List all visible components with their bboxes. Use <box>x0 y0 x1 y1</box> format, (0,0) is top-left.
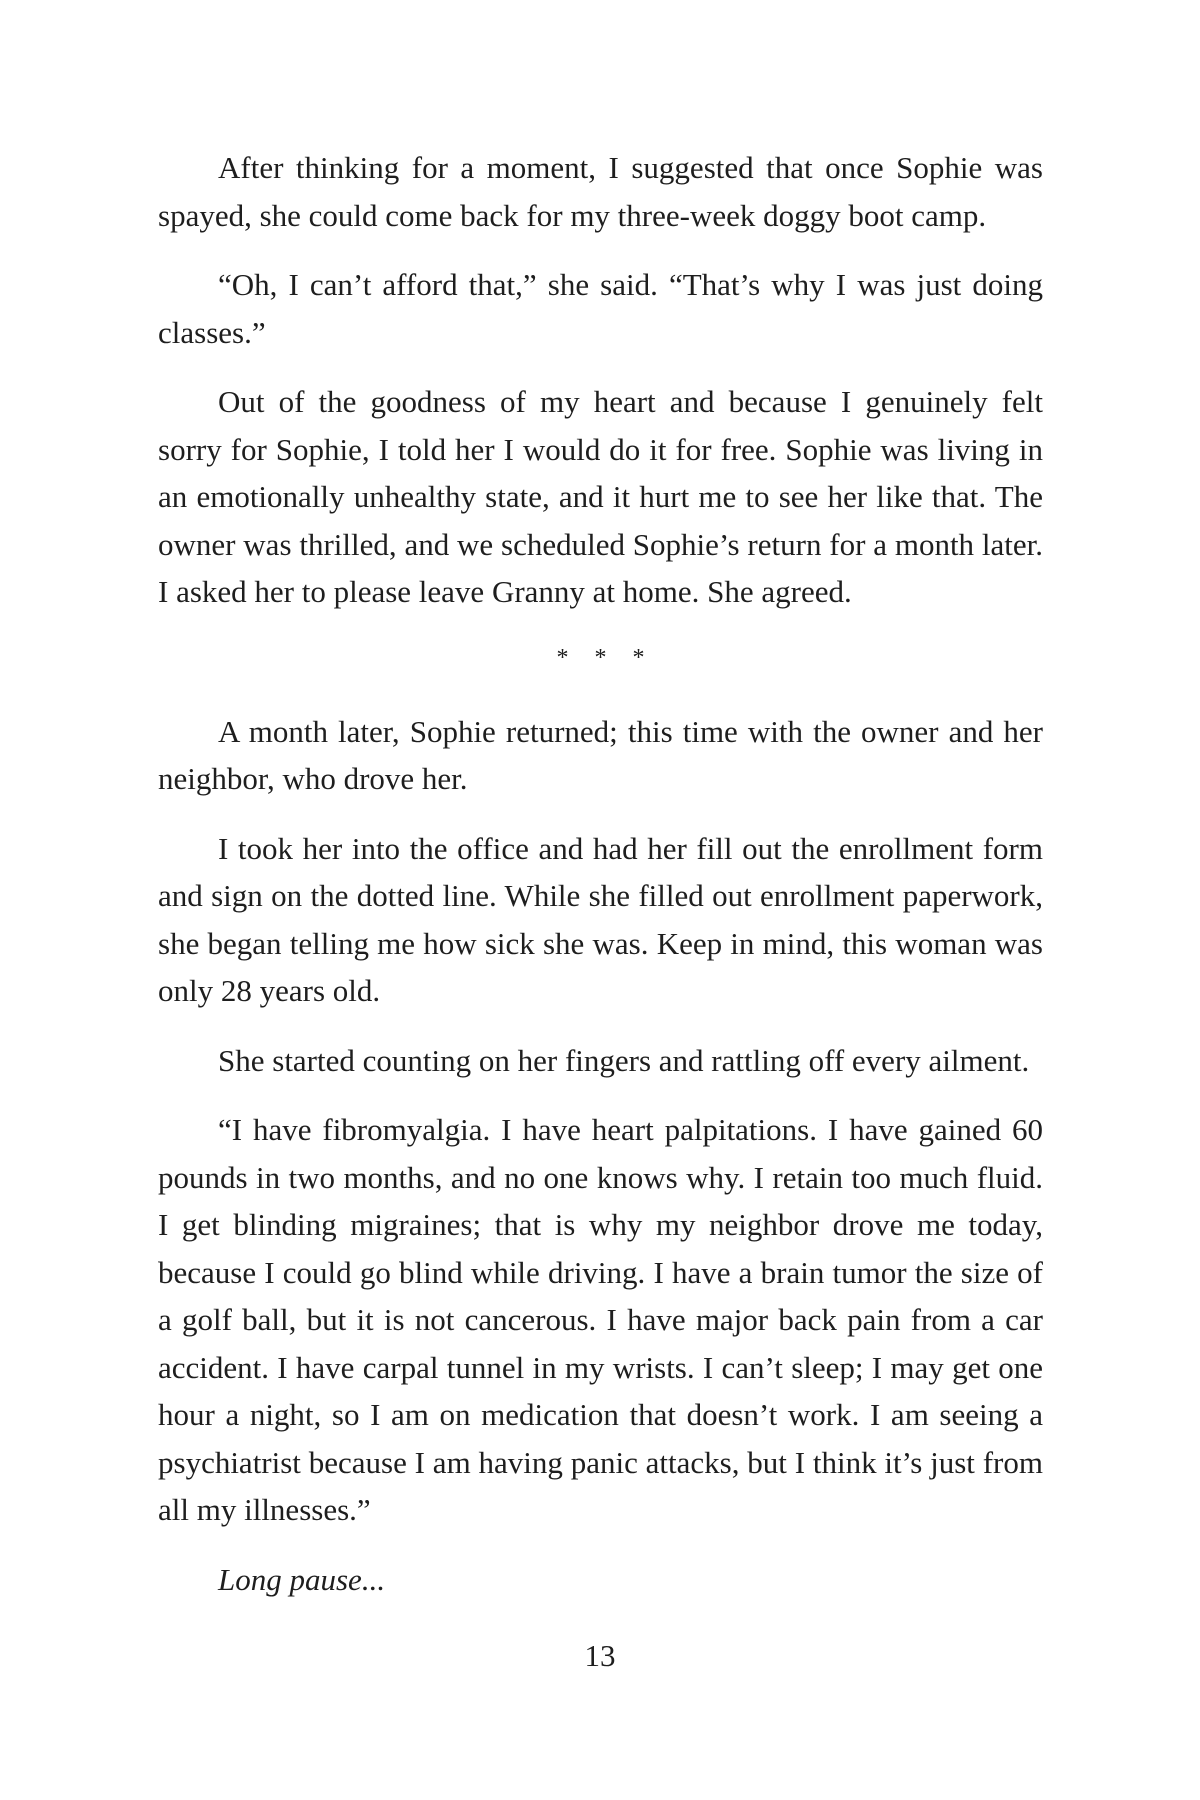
paragraph: Out of the goodness of my heart and because I genuinely felt sorry for Sophie, I told her I would do it for free. Sophie was living in an emotionally unhealthy state, and it hurt me to see her like that. The owner was thrilled, and we scheduled Sophie’s return for a month later. I asked her to please leave Granny at home. She agreed. <box>158 384 1043 609</box>
paragraph: “Oh, I can’t afford that,” she said. “That’s why I was just doing classes.” <box>158 267 1043 350</box>
paragraph: She started counting on her fingers and rattling off every ailment. <box>218 1042 1030 1078</box>
page-number: 13 <box>584 1638 616 1673</box>
paragraph: “I have fibromyalgia. I have heart palpitations. I have gained 60 pounds in two months, and no one knows why. I retain too much fluid. I get blinding migraines; that is why my neighbor drove me today, because I could go blind while driving. I have a brain tumor the size of a golf ball, but it is not cancerous. I have major back pain from a car accident. I have carpal tunnel in my wrists. I can’t sleep; I may get one hour a night, so I am on medication that doesn’t work. I am seeing a psychiatrist because I am having panic attacks, but I think it’s just from all my illnesses.” <box>158 1112 1043 1527</box>
paragraph: After thinking for a moment, I suggested that once Sophie was spayed, she could come back for my three-week doggy boot camp. <box>158 150 1043 233</box>
scene-break: * * * <box>556 644 655 671</box>
closing-italic-paragraph: Long pause... <box>218 1561 386 1597</box>
page-body <box>158 144 1043 1625</box>
paragraph: I took her into the office and had her fill out the enrollment form and sign on the dotted line. While she filled out enrollment paperwork, she began telling me how sick she was. Keep in mind, this woman was only 28 years old. <box>158 830 1043 1008</box>
paragraph: A month later, Sophie returned; this time with the owner and her neighbor, who drove her. <box>158 713 1043 796</box>
